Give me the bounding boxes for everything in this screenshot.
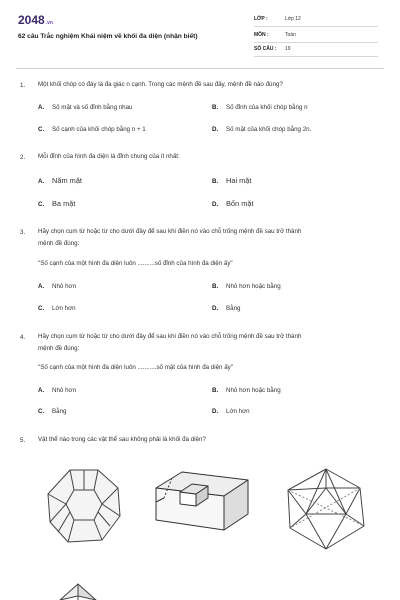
- meta-count-key: SỐ CÂU :: [254, 46, 277, 52]
- option-text: Số cạnh của khối chóp bằng n + 1: [52, 126, 146, 133]
- option-letter: A.: [38, 104, 45, 111]
- option-text: Số mặt của khối chóp bằng 2n.: [226, 126, 312, 133]
- option-letter: B.: [212, 387, 219, 394]
- option-letter: D.: [212, 305, 219, 312]
- document-title: 62 câu Trắc nghiệm Khái niệm về khối đa diện (nhận biết): [18, 33, 198, 40]
- question-1-option-d[interactable]: [212, 126, 311, 133]
- option-text: Số đỉnh của khối chóp bằng n: [226, 104, 308, 111]
- document-header: [0, 0, 400, 68]
- option-text: Ba mặt: [52, 199, 76, 208]
- question-1-option-c[interactable]: [38, 126, 146, 133]
- meta-subject-key: MÔN :: [254, 32, 269, 38]
- option-text: Hai mặt: [226, 176, 252, 185]
- question-1-option-a[interactable]: [38, 104, 133, 111]
- option-letter: C.: [38, 201, 45, 208]
- question-4-text-line-1: Hãy chọn cụm từ hoặc từ cho dưới đây để sau khi điền nó vào chỗ trống mệnh đề sau trở thành: [38, 333, 302, 340]
- figure-icosahedron[interactable]: [284, 466, 368, 552]
- meta-subject-value: Toán: [285, 32, 296, 38]
- question-3-text-line-2: mệnh đề đúng:: [38, 240, 80, 247]
- option-text: Nhỏ hơn: [52, 283, 77, 290]
- question-2-option-a[interactable]: [38, 176, 82, 185]
- option-text: Nhỏ hơn hoặc bằng: [226, 387, 281, 394]
- question-4-option-b[interactable]: [212, 387, 281, 394]
- question-3-option-b[interactable]: [212, 283, 281, 290]
- question-4-option-c[interactable]: [38, 408, 66, 415]
- option-letter: C.: [38, 408, 45, 415]
- option-letter: D.: [212, 201, 219, 208]
- option-letter: A.: [38, 178, 45, 185]
- figure-pyramid[interactable]: [48, 576, 108, 600]
- question-4-text-line-2: mệnh đề đúng:: [38, 345, 80, 352]
- site-logo[interactable]: [18, 13, 53, 27]
- notched-block-drawing: [152, 466, 256, 536]
- option-text: Lớn hơn: [52, 305, 76, 312]
- option-text: Bằng: [226, 305, 241, 312]
- meta-class-key: LỚP :: [254, 16, 268, 22]
- figure-notched-block[interactable]: [152, 466, 256, 536]
- option-letter: B.: [212, 178, 219, 185]
- question-1-option-b[interactable]: [212, 104, 308, 111]
- meta-class-value: Lớp 12: [285, 16, 301, 22]
- option-letter: A.: [38, 283, 45, 290]
- pyramid-drawing: [48, 576, 108, 600]
- meta-count-value: 19: [285, 46, 291, 52]
- option-text: Nhỏ hơn: [52, 387, 77, 394]
- question-2-number: 2.: [20, 154, 26, 161]
- question-1-text: Một khối chóp có đáy là đa giác n cạnh. Trong các mệnh đề sau đây, mệnh đề nào đúng?: [38, 81, 283, 88]
- truncated-polyhedron-drawing: [44, 466, 124, 546]
- option-text: Bốn mặt: [226, 199, 254, 208]
- header-divider: [16, 68, 384, 69]
- question-4-number: 4.: [20, 334, 26, 341]
- question-3-text-line-1: Hãy chọn cụm từ hoặc từ cho dưới đây để sau khi điền nó vào chỗ trống mệnh đề sau trở thành: [38, 228, 302, 235]
- option-letter: D.: [212, 126, 219, 133]
- logo-domain: .vn: [45, 20, 53, 26]
- question-3-option-c[interactable]: [38, 305, 76, 312]
- figure-truncated-polyhedron[interactable]: [44, 466, 124, 546]
- option-text: Nhỏ hơn hoặc bằng: [226, 283, 281, 290]
- meta-subject-row: [254, 30, 378, 43]
- question-2-option-c[interactable]: [38, 199, 75, 208]
- question-5-number: 5.: [20, 437, 26, 444]
- option-letter: D.: [212, 408, 219, 415]
- option-letter: B.: [212, 104, 219, 111]
- option-letter: A.: [38, 387, 45, 394]
- question-2-option-b[interactable]: [212, 176, 251, 185]
- option-text: Lớn hơn: [226, 408, 250, 415]
- question-2-text: Mỗi đỉnh của hình đa diện là đỉnh chung của ít nhất:: [38, 153, 180, 160]
- question-4-statement: "Số cạnh của một hình đa diện luôn ...........số mặt của hình đa diện ấy": [38, 364, 233, 371]
- question-1-number: 1.: [20, 82, 26, 89]
- option-text: Năm mặt: [52, 176, 82, 185]
- question-5-text: Vật thể nào trong các vật thể sau không phải là khối đa diện?: [38, 436, 206, 443]
- meta-count-row: [254, 44, 378, 57]
- option-text: Bằng: [52, 408, 67, 415]
- question-3-option-a[interactable]: [38, 283, 76, 290]
- icosahedron-drawing: [284, 466, 368, 552]
- question-4-option-d[interactable]: [212, 408, 250, 415]
- question-3-number: 3.: [20, 229, 26, 236]
- logo-text: 2048: [18, 13, 45, 27]
- question-3-option-d[interactable]: [212, 305, 240, 312]
- option-letter: C.: [38, 126, 45, 133]
- question-2-option-d[interactable]: [212, 199, 254, 208]
- option-text: Số mặt và số đỉnh bằng nhau: [52, 104, 133, 111]
- question-4-option-a[interactable]: [38, 387, 76, 394]
- option-letter: C.: [38, 305, 45, 312]
- question-3-statement: "Số cạnh của một hình đa diện luôn ..........số đỉnh của hình đa diện ấy": [38, 260, 233, 267]
- meta-class-row: [254, 14, 378, 27]
- option-letter: B.: [212, 283, 219, 290]
